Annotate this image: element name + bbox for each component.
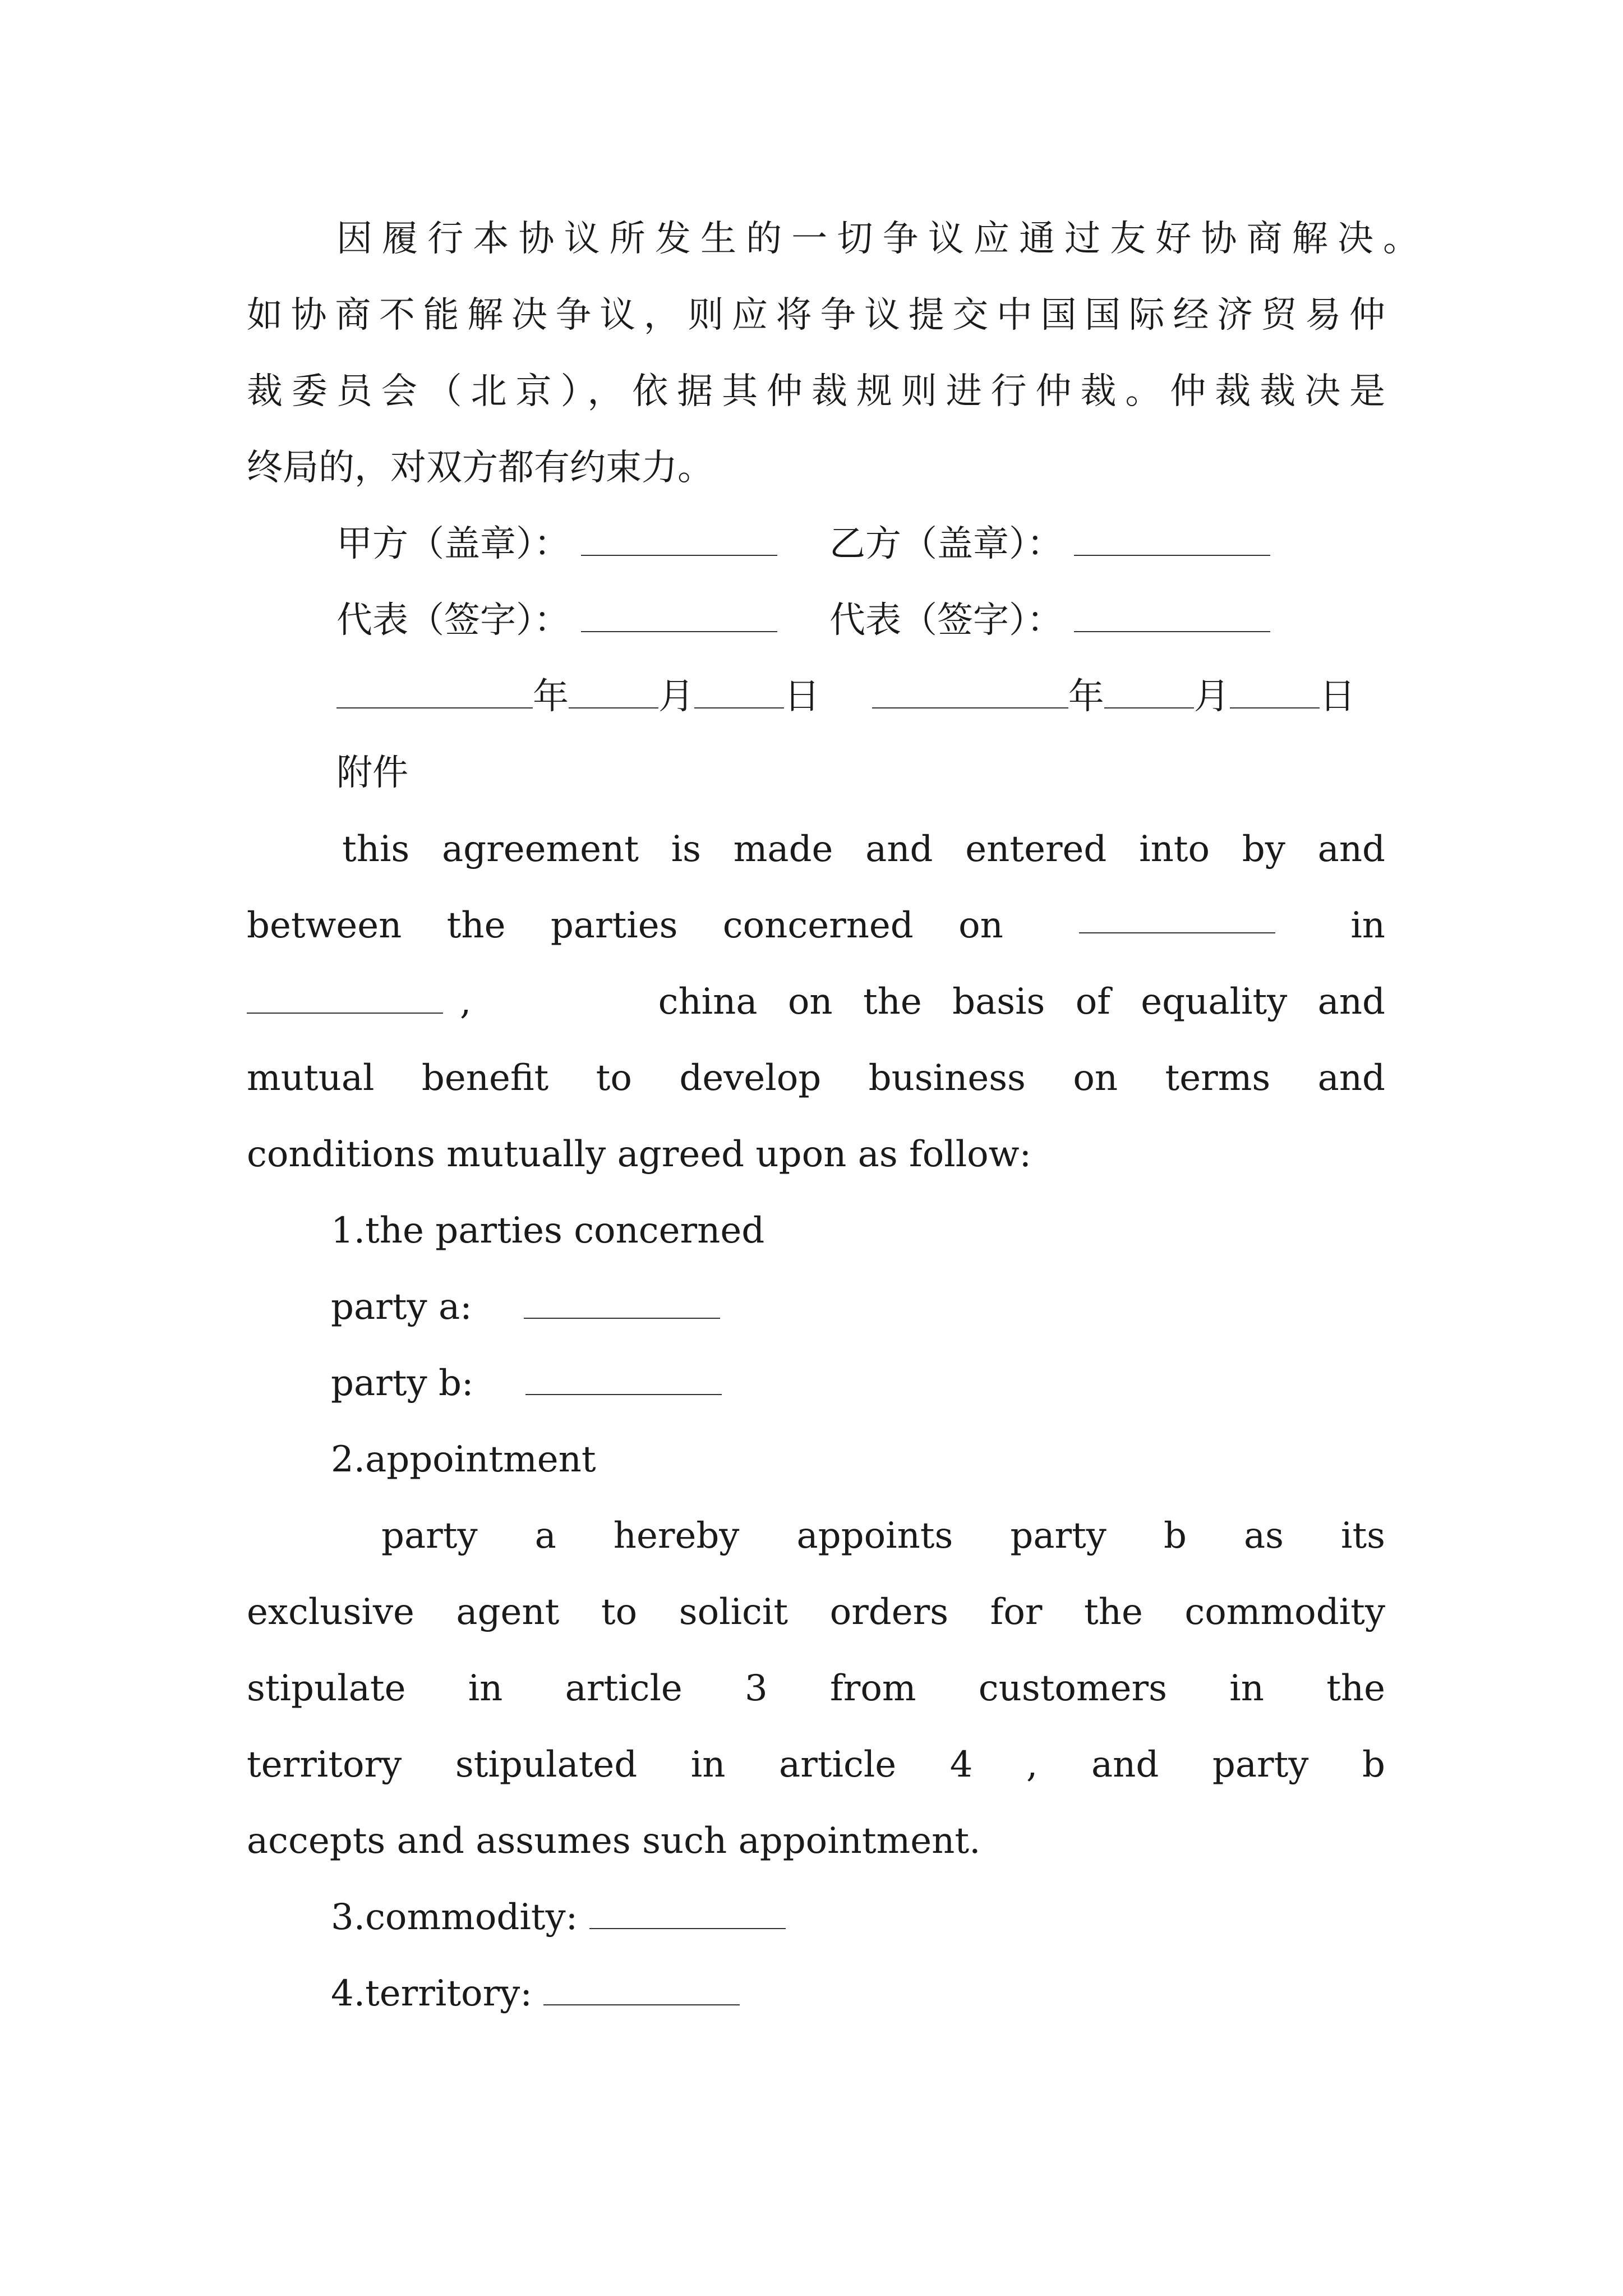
territory-label: 4.territory: <box>331 1973 532 2014</box>
section-2-heading: 2.appointment <box>331 1439 596 1480</box>
attachment-label: 附件 <box>336 752 408 794</box>
section-1-heading: 1.the parties concerned <box>331 1210 765 1251</box>
date-a-month-blank <box>569 674 658 708</box>
rep-row <box>336 593 1475 647</box>
territory-blank <box>543 1971 740 2005</box>
date-b-year-label: 年 <box>1068 676 1104 717</box>
place-blank <box>247 979 443 1014</box>
commodity-row <box>331 1890 1469 1944</box>
party-a-blank <box>524 1284 720 1319</box>
party-b-label: party b: <box>331 1363 474 1404</box>
appointment-line-5: accepts and assumes such appointment. <box>247 1820 981 1862</box>
intro-line-2-in: in <box>1350 905 1385 946</box>
party-b-seal-label: 乙方（盖章）： <box>829 523 1063 565</box>
appointment-line-4: territory stipulated in article 4 , and party b <box>247 1744 1385 1786</box>
intro-line-3-text: china on the basis of equality and <box>658 981 1385 1023</box>
party-b-row <box>331 1356 1469 1410</box>
party-b-seal-blank <box>1074 521 1270 556</box>
date-b-day-blank <box>1230 674 1320 708</box>
date-row <box>336 670 1475 724</box>
party-b-blank <box>525 1360 722 1395</box>
intro-line-4: mutual benefit to develop business on terms and <box>247 1057 1385 1099</box>
territory-row <box>331 1967 1469 2021</box>
intro-line-3-left <box>247 975 471 1029</box>
date-a-month-label: 月 <box>658 676 694 717</box>
appointment-line-3: stipulate in article 3 from customers in the <box>247 1668 1385 1709</box>
appointment-line-2: exclusive agent to solicit orders for the commodity <box>247 1591 1385 1633</box>
rep-a-label: 代表（签字）： <box>336 600 570 641</box>
date-a-day-label: 日 <box>784 676 820 717</box>
date-b-year-blank <box>872 674 1068 708</box>
party-a-seal-blank <box>581 521 777 556</box>
clause-line-1: 因履行本协议所发生的一切争议应通过友好协商解决。 <box>336 218 1419 260</box>
intro-line-2 <box>247 899 1385 953</box>
party-a-seal-label: 甲方（盖章）： <box>336 523 570 565</box>
date-b-day-label: 日 <box>1319 676 1355 717</box>
party-a-label: party a: <box>331 1286 472 1328</box>
date-blank <box>1079 899 1275 933</box>
rep-b-label: 代表（签字）： <box>829 600 1063 641</box>
clause-line-4: 终局的，对双方都有约束力。 <box>247 447 713 489</box>
intro-line-5: conditions mutually agreed upon as follow: <box>247 1134 1032 1175</box>
seal-row <box>336 517 1475 571</box>
date-b-month-blank <box>1104 674 1194 708</box>
intro-line-3 <box>247 975 1385 1029</box>
commodity-blank <box>589 1894 786 1929</box>
date-a-day-blank <box>694 674 784 708</box>
appointment-line-1: party a hereby appoints party b as its <box>381 1515 1385 1557</box>
clause-line-2: 如协商不能解决争议，则应将争议提交中国国际经济贸易仲 <box>247 295 1385 336</box>
party-a-row <box>331 1280 1469 1334</box>
date-a-year-label: 年 <box>533 676 569 717</box>
intro-line-3-comma: , <box>460 981 472 1023</box>
rep-a-blank <box>581 597 777 632</box>
intro-line-2-text: between the parties concerned on <box>247 905 1003 946</box>
intro-line-1: this agreement is made and entered into by and <box>342 829 1385 870</box>
date-b-month-label: 月 <box>1193 676 1230 717</box>
commodity-label: 3.commodity: <box>331 1897 578 1938</box>
date-a-year-blank <box>336 674 533 708</box>
rep-b-blank <box>1074 597 1270 632</box>
clause-line-3: 裁委员会（北京），依据其仲裁规则进行仲裁。仲裁裁决是 <box>247 371 1385 412</box>
